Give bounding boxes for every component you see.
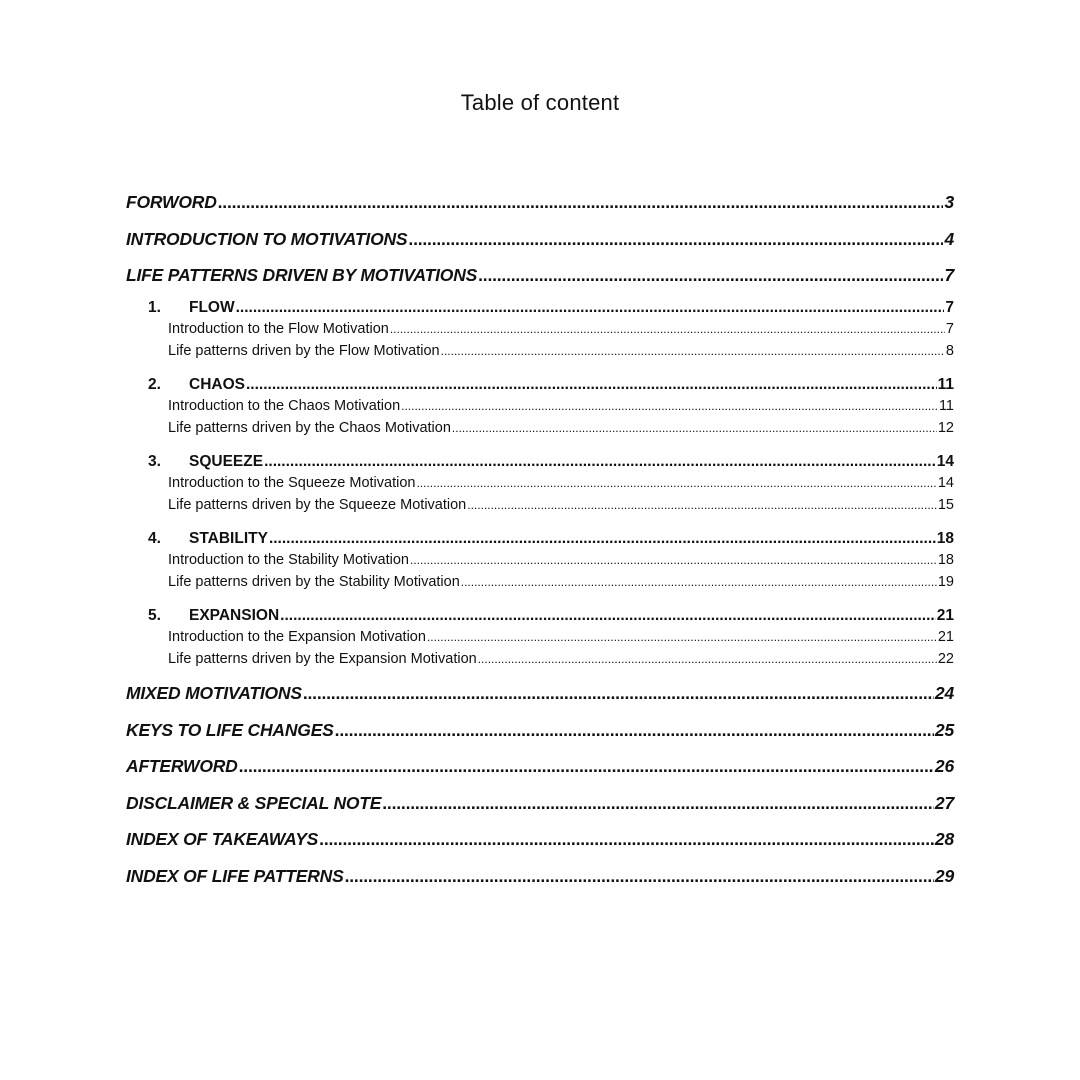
dot-leader <box>408 229 943 250</box>
toc-subentry[interactable] <box>126 343 954 365</box>
toc-subentry[interactable] <box>126 420 954 442</box>
toc-page-number: 12 <box>937 419 954 436</box>
toc-section-squeeze <box>126 453 954 518</box>
toc-entry-label: INTRODUCTION TO MOTIVATIONS <box>126 228 408 249</box>
toc-subentry-label: Introduction to the Chaos Motivation <box>168 398 401 414</box>
section-label: SQUEEZE <box>189 453 264 470</box>
table-of-contents <box>126 192 954 902</box>
toc-subentry[interactable] <box>126 574 954 596</box>
toc-entry-index-of-takeaways[interactable] <box>126 829 954 855</box>
dot-leader <box>427 630 937 644</box>
toc-page-number: 11 <box>937 376 954 393</box>
toc-subentry[interactable] <box>126 475 954 497</box>
toc-entry-afterword[interactable] <box>126 756 954 782</box>
toc-subentry-label: Life patterns driven by the Chaos Motivation <box>168 419 451 436</box>
toc-page-number: 18 <box>936 530 954 547</box>
section-number: 4. <box>148 530 161 547</box>
toc-page-number: 15 <box>937 496 954 513</box>
toc-entry-label: INDEX OF TAKEAWAYS <box>126 829 319 849</box>
dot-leader <box>239 756 934 777</box>
toc-section-chaos <box>126 376 954 441</box>
dot-leader <box>441 344 945 358</box>
section-label: CHAOS <box>189 376 245 393</box>
page-title: Table of content <box>460 90 620 115</box>
toc-subentry[interactable] <box>126 651 954 673</box>
dot-leader <box>335 720 934 741</box>
toc-page-number: 18 <box>937 552 954 568</box>
toc-page-number: 26 <box>934 756 954 776</box>
toc-page-number: 21 <box>937 629 954 645</box>
toc-subentry-label: Life patterns driven by the Squeeze Motivation <box>168 496 467 513</box>
toc-entry-disclaimer[interactable] <box>126 793 954 819</box>
toc-subentry[interactable] <box>126 497 954 519</box>
section-number: 3. <box>148 453 161 470</box>
toc-page-number: 14 <box>936 453 954 470</box>
toc-section-heading[interactable] <box>126 607 954 629</box>
toc-entry-keys-to-life-changes[interactable] <box>126 720 954 746</box>
toc-subentry-label: Introduction to the Stability Motivation <box>168 552 409 568</box>
dot-leader <box>303 683 934 704</box>
toc-page-number: 7 <box>945 321 954 337</box>
dot-leader <box>401 399 938 413</box>
dot-leader <box>467 498 937 512</box>
toc-page-number: 14 <box>937 475 954 491</box>
toc-section-heading[interactable] <box>126 299 954 321</box>
dot-leader <box>319 829 934 850</box>
toc-page-number: 11 <box>938 398 954 414</box>
toc-entry-life-patterns[interactable] <box>126 265 954 291</box>
toc-entry-mixed-motivations[interactable] <box>126 683 954 709</box>
toc-subentry-label: Life patterns driven by the Stability Motivation <box>168 573 460 590</box>
dot-leader <box>461 575 937 589</box>
toc-page-number: 22 <box>937 650 954 667</box>
toc-entry-label: AFTERWORD <box>126 756 238 776</box>
toc-page-number: 25 <box>934 719 954 740</box>
toc-section-heading[interactable] <box>126 453 954 475</box>
toc-section-stability <box>126 530 954 595</box>
toc-page-number: 8 <box>945 342 954 359</box>
dot-leader <box>382 793 934 814</box>
toc-subentry[interactable] <box>126 398 954 420</box>
toc-entry-label: LIFE PATTERNS DRIVEN BY MOTIVATIONS <box>126 265 478 285</box>
toc-page-number: 24 <box>934 683 954 703</box>
dot-leader <box>236 299 945 317</box>
toc-page-number: 7 <box>944 265 954 285</box>
dot-leader <box>264 453 936 471</box>
toc-page-number: 3 <box>944 192 954 212</box>
toc-section-heading[interactable] <box>126 376 954 398</box>
toc-page-number: 28 <box>934 829 954 849</box>
dot-leader <box>345 866 934 887</box>
dot-leader <box>246 376 937 394</box>
toc-subentry[interactable] <box>126 321 954 343</box>
toc-subentry[interactable] <box>126 552 954 574</box>
dot-leader <box>452 421 937 435</box>
toc-entry-forword[interactable] <box>126 192 954 218</box>
section-label: STABILITY <box>189 530 268 547</box>
toc-section-flow <box>126 299 954 364</box>
toc-page-number: 4 <box>944 228 954 249</box>
toc-entry-label: KEYS TO LIFE CHANGES <box>126 719 334 740</box>
dot-leader <box>478 652 937 666</box>
section-number: 1. <box>148 299 161 316</box>
section-label: FLOW <box>189 299 235 316</box>
toc-section-expansion <box>126 607 954 672</box>
dot-leader <box>410 553 937 567</box>
toc-subentry[interactable] <box>126 629 954 651</box>
toc-page-number: 29 <box>934 865 954 886</box>
toc-entry-label: FORWORD <box>126 192 217 212</box>
toc-page-number: 19 <box>937 573 954 590</box>
dot-leader <box>416 476 936 490</box>
toc-subentry-label: Introduction to the Expansion Motivation <box>168 629 426 645</box>
toc-page-number: 7 <box>945 299 954 316</box>
toc-page-number: 21 <box>936 607 954 624</box>
dot-leader <box>390 322 945 336</box>
toc-subentry-label: Life patterns driven by the Expansion Motivation <box>168 650 477 667</box>
toc-subentry-label: Life patterns driven by the Flow Motivation <box>168 342 440 359</box>
toc-entry-index-of-life-patterns[interactable] <box>126 866 954 892</box>
toc-subentry-label: Introduction to the Flow Motivation <box>168 321 389 337</box>
toc-entry-introduction-to-motivations[interactable] <box>126 229 954 255</box>
section-number: 5. <box>148 607 161 624</box>
section-number: 2. <box>148 376 161 393</box>
toc-entry-label: DISCLAIMER & SPECIAL NOTE <box>126 792 382 813</box>
dot-leader <box>478 265 943 286</box>
toc-entry-label: MIXED MOTIVATIONS <box>126 683 302 703</box>
section-label: EXPANSION <box>189 607 280 624</box>
dot-leader <box>269 530 936 548</box>
toc-entry-label: INDEX OF LIFE PATTERNS <box>126 865 344 886</box>
dot-leader <box>218 192 944 213</box>
toc-page-number: 27 <box>934 792 954 813</box>
dot-leader <box>280 607 936 625</box>
toc-section-heading[interactable] <box>126 530 954 552</box>
toc-subentry-label: Introduction to the Squeeze Motivation <box>168 475 416 491</box>
